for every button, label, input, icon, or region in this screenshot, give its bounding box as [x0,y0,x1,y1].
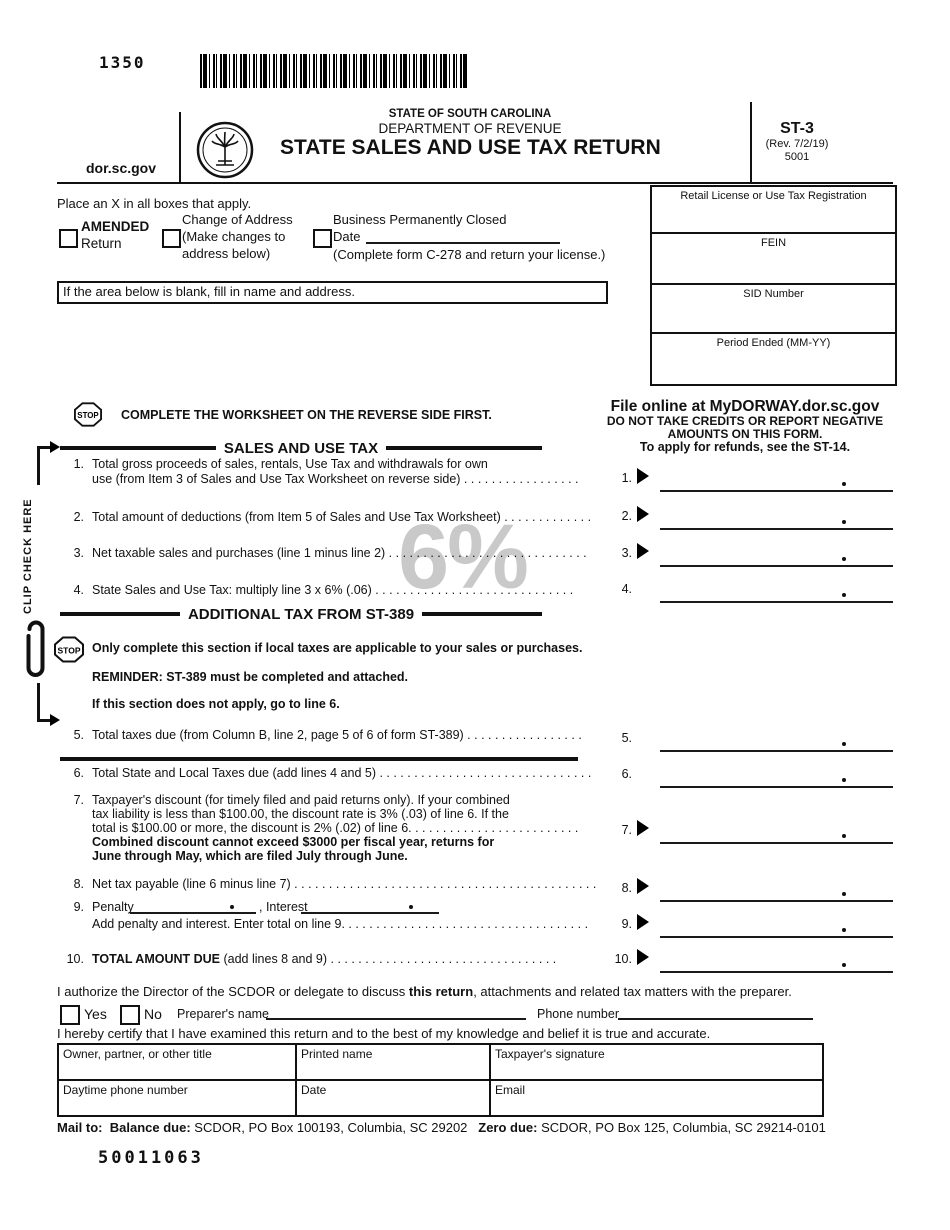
section-bar-left [60,446,216,450]
date-label: Date [301,1083,327,1097]
line6-right-num: 6. [621,767,632,781]
line9-arrow-icon [637,914,649,930]
line7-right-num: 7. [621,823,632,837]
line4-text: State Sales and Use Tax: multiply line 3 x 6% (.06) . . . . . . . . . . . . . . . . . . . . . . . . . . . . . [92,583,574,597]
penalty-field[interactable] [130,896,256,914]
bent-arrow-top-vertical [37,446,40,485]
amended-return-checkbox[interactable] [59,229,78,248]
owner-title-label: Owner, partner, or other title [63,1047,212,1061]
line3-amount-field[interactable] [660,545,893,567]
form-number-block [752,120,842,164]
decimal-dot [842,482,846,486]
daytime-phone-label: Daytime phone number [63,1083,188,1097]
svg-text:STOP: STOP [77,411,99,421]
line4-amount-field[interactable] [660,581,893,603]
line1-text-b: use (from Item 3 of Sales and Use Tax Worksheet on reverse side) . . . . . . . . . . . . . . . . . [92,472,579,486]
line8-amount-field[interactable] [660,880,893,902]
penalty-label: Penalty [92,900,134,914]
sid-number-box[interactable] [652,283,895,332]
header-divider-left [179,112,181,183]
st389-note2: REMINDER: ST-389 must be completed and attached. [92,670,409,684]
period-ended-label: Period Ended (MM-YY) [716,337,831,349]
section-sales-use-tax [60,441,542,455]
decimal-dot [842,963,846,967]
phone-number-label: Phone number [537,1007,620,1021]
line1-text-a: Total gross proceeds of sales, rentals, Use Tax and withdrawals for own [92,457,488,471]
change-address-line2: (Make changes to [182,229,286,244]
line4-right-num: 4. [621,582,632,596]
balance-due-label: Balance due: [109,1120,191,1135]
mail-to-label: Mail to: [57,1120,103,1135]
section-sales-use-tax-title: SALES AND USE TAX [223,439,379,457]
change-address-line1: Change of Address [182,212,293,227]
line10-amount-field[interactable] [660,951,893,973]
line1-amount-field[interactable] [660,470,893,492]
line7-text-a: Taxpayer's discount (for timely filed and paid returns only). If your combined [92,793,510,807]
line10-bold-label: TOTAL AMOUNT DUE [92,952,221,966]
checkbox-instruction: Place an X in all boxes that apply. [57,196,252,211]
fein-box[interactable] [652,232,895,283]
email-label: Email [495,1083,526,1097]
line3-left-num: 3. [73,546,84,560]
line1-left-num: 1. [73,457,84,471]
taxpayer-signature-label: Taxpayer's signature [495,1047,605,1061]
zero-due-address: SCDOR, PO Box 125, Columbia, SC 29214-0101 [537,1120,826,1135]
paperclip-icon [22,612,49,686]
mail-to-line [57,1120,826,1135]
address-note-box [57,281,608,304]
line7-text-b: tax liability is less than $100.00, the discount rate is 3% (.03) of line 6. If the [92,807,509,821]
line1-arrow-icon [637,468,649,484]
owner-title-cell[interactable] [59,1045,295,1079]
line9-amount-field[interactable] [660,916,893,938]
header-rule [57,182,893,184]
section-divider-line [60,757,578,761]
closed-date-label: Date [333,229,361,244]
svg-text:STOP: STOP [57,645,81,656]
registration-boxes [650,185,897,386]
line10-left-num: 10. [66,952,84,966]
decimal-dot [842,593,846,597]
stop-sign-icon [74,402,102,427]
line7-arrow-icon [637,820,649,836]
line2-arrow-icon [637,506,649,522]
authorization-post: , attachments and related tax matters with the preparer. [473,984,792,999]
line5-right-num: 5. [621,731,632,745]
line8-arrow-icon [637,878,649,894]
form-code-bottom: 50011063 [98,1148,204,1168]
closed-date-field[interactable] [366,229,560,244]
period-ended-box[interactable] [652,332,895,382]
bent-arrow-bottom-head-icon [50,714,60,726]
decimal-dot [842,557,846,561]
six-percent-watermark: 6% [398,506,527,608]
no-label: No [144,1006,162,1022]
decimal-dot [842,834,846,838]
line8-left-num: 8. [73,877,84,891]
form-revision: (Rev. 7/2/19) [765,138,829,150]
worksheet-notice: COMPLETE THE WORKSHEET ON THE REVERSE SIDE FIRST. [121,408,492,422]
closed-instruction: (Complete form C-278 and return your license.) [333,247,606,262]
decimal-dot [409,905,413,909]
line9-right-num: 9. [621,917,632,931]
sc-state-seal-logo [196,121,254,179]
line5-text: Total taxes due (from Column B, line 2, page 5 of 6 of form ST-389) . . . . . . . . . . . . . . . . . [92,728,582,742]
line7-amount-field[interactable] [660,822,893,844]
section-bar-right [386,446,542,450]
daytime-phone-cell[interactable] [59,1081,295,1115]
clip-check-here-label: CLIP CHECK HERE [22,498,34,614]
preparer-name-field[interactable] [266,1002,526,1020]
business-closed-label: Business Permanently Closed [333,212,507,227]
st389-note3: If this section does not apply, go to line 6. [92,697,340,711]
email-cell[interactable] [491,1081,822,1115]
yes-label: Yes [84,1006,107,1022]
line10-right-num: 10. [614,952,632,966]
authorization-statement [57,984,792,999]
fein-label: FEIN [760,237,787,249]
decimal-dot [842,928,846,932]
line7-left-num: 7. [73,793,84,807]
section-additional-tax [60,607,542,621]
form-id: 5001 [784,151,810,163]
form-code-top: 1350 [99,53,146,72]
line10-rest: (add lines 8 and 9) . . . . . . . . . . . . . . . . . . . . . . . . . . . . . . . . . [220,952,557,966]
form-number: ST-3 [780,120,814,137]
name-address-area[interactable] [57,304,604,390]
file-online-block [585,398,905,454]
line8-text: Net tax payable (line 6 minus line 7) . . . . . . . . . . . . . . . . . . . . . . . . . . . . . . . . . . . . . . . . . . . . [92,877,597,891]
bent-arrow-top-head-icon [50,441,60,453]
line2-amount-field[interactable] [660,508,893,530]
line8-right-num: 8. [621,881,632,895]
printed-name-cell[interactable] [297,1045,489,1079]
change-of-address-checkbox[interactable] [162,229,181,248]
printed-name-label: Printed name [301,1047,373,1061]
line6-text: Total State and Local Taxes due (add lines 4 and 5) . . . . . . . . . . . . . . . . . . . . . . . . . . . . . . . [92,766,592,780]
date-cell[interactable] [297,1081,489,1115]
balance-due-address: SCDOR, PO Box 100193, Columbia, SC 29202 [190,1120,468,1135]
st389-note1: Only complete this section if local taxes are applicable to your sales or purchases. [92,641,583,655]
header-department: DEPARTMENT OF REVENUE [378,121,562,136]
decimal-dot [842,520,846,524]
line2-text: Total amount of deductions (from Item 5 of Sales and Use Tax Worksheet) . . . . . . . . . . . . . [92,510,592,524]
line5-left-num: 5. [73,728,84,742]
authorization-bold: this return [408,984,474,999]
decimal-dot [842,742,846,746]
line7-text-bold-b: June through May, which are filed July through June. [92,849,408,863]
file-online-line3: AMOUNTS ON THIS FORM. [667,427,823,441]
header-state: STATE OF SOUTH CAROLINA [388,108,552,120]
signature-table [57,1043,824,1117]
decimal-dot [230,905,234,909]
certification-statement: I hereby certify that I have examined this return and to the best of my knowledge and belief it is true and accurate. [57,1026,711,1041]
bent-arrow-bottom-vertical [37,683,40,722]
section-bar-right [422,612,542,616]
line10-text [92,952,556,966]
line7-text-bold-a: Combined discount cannot exceed $3000 per fiscal year, returns for [92,835,495,849]
page-title: STATE SALES AND USE TAX RETURN [280,136,661,159]
line6-left-num: 6. [73,766,84,780]
change-address-line3: address below) [182,246,271,261]
line3-text: Net taxable sales and purchases (line 1 minus line 2) . . . . . . . . . . . . . . . . . . . . . . . . . . . . . [92,546,587,560]
line5-amount-field[interactable] [660,730,893,752]
section-bar-left [60,612,180,616]
file-online-line4: To apply for refunds, see the ST-14. [639,440,851,454]
line7-text-c: total is $100.00 or more, the discount is 2% (.02) of line 6. . . . . . . . . . . . . . . . . . . . . . . . . [92,821,579,835]
interest-field[interactable] [301,896,439,914]
decimal-dot [842,892,846,896]
bent-arrow-bottom-horizontal [37,719,51,722]
decimal-dot [842,778,846,782]
stop-sign-icon [54,636,84,663]
zero-due-label: Zero due: [478,1120,538,1135]
file-online-line2: DO NOT TAKE CREDITS OR REPORT NEGATIVE [606,414,884,428]
line9-left-num: 9. [73,900,84,914]
amended-return-label: Return [81,236,122,251]
phone-number-field[interactable] [618,1002,813,1020]
line3-right-num: 3. [621,546,632,560]
header-title-block [280,108,660,160]
taxpayer-signature-cell[interactable] [491,1045,822,1079]
barcode [200,54,468,88]
line2-left-num: 2. [73,510,84,524]
business-closed-checkbox[interactable] [313,229,332,248]
preparer-yes-checkbox[interactable] [60,1005,80,1025]
file-online-line1: File online at MyDORWAY.dor.sc.gov [610,398,880,415]
amended-label: AMENDED [81,219,150,234]
address-note-text: If the area below is blank, fill in name and address. [63,284,355,299]
retail-license-label: Retail License or Use Tax Registration [680,190,867,202]
website-label: dor.sc.gov [86,160,157,176]
line6-amount-field[interactable] [660,766,893,788]
line1-right-num: 1. [621,471,632,485]
line2-right-num: 2. [621,509,632,523]
preparer-name-label: Preparer's name [177,1007,270,1021]
preparer-no-checkbox[interactable] [120,1005,140,1025]
line4-left-num: 4. [73,583,84,597]
sid-number-label: SID Number [743,288,804,300]
interest-label: , Interest [259,900,308,914]
retail-license-box[interactable] [652,187,895,232]
line9-text: Add penalty and interest. Enter total on line 9. . . . . . . . . . . . . . . . . . . . . . . . . . . . . . . . . . . . [92,917,589,931]
line10-arrow-icon [637,949,649,965]
line3-arrow-icon [637,543,649,559]
section-additional-tax-title: ADDITIONAL TAX FROM ST-389 [187,605,415,623]
authorization-pre: I authorize the Director of the SCDOR or delegate to discuss [57,984,409,999]
